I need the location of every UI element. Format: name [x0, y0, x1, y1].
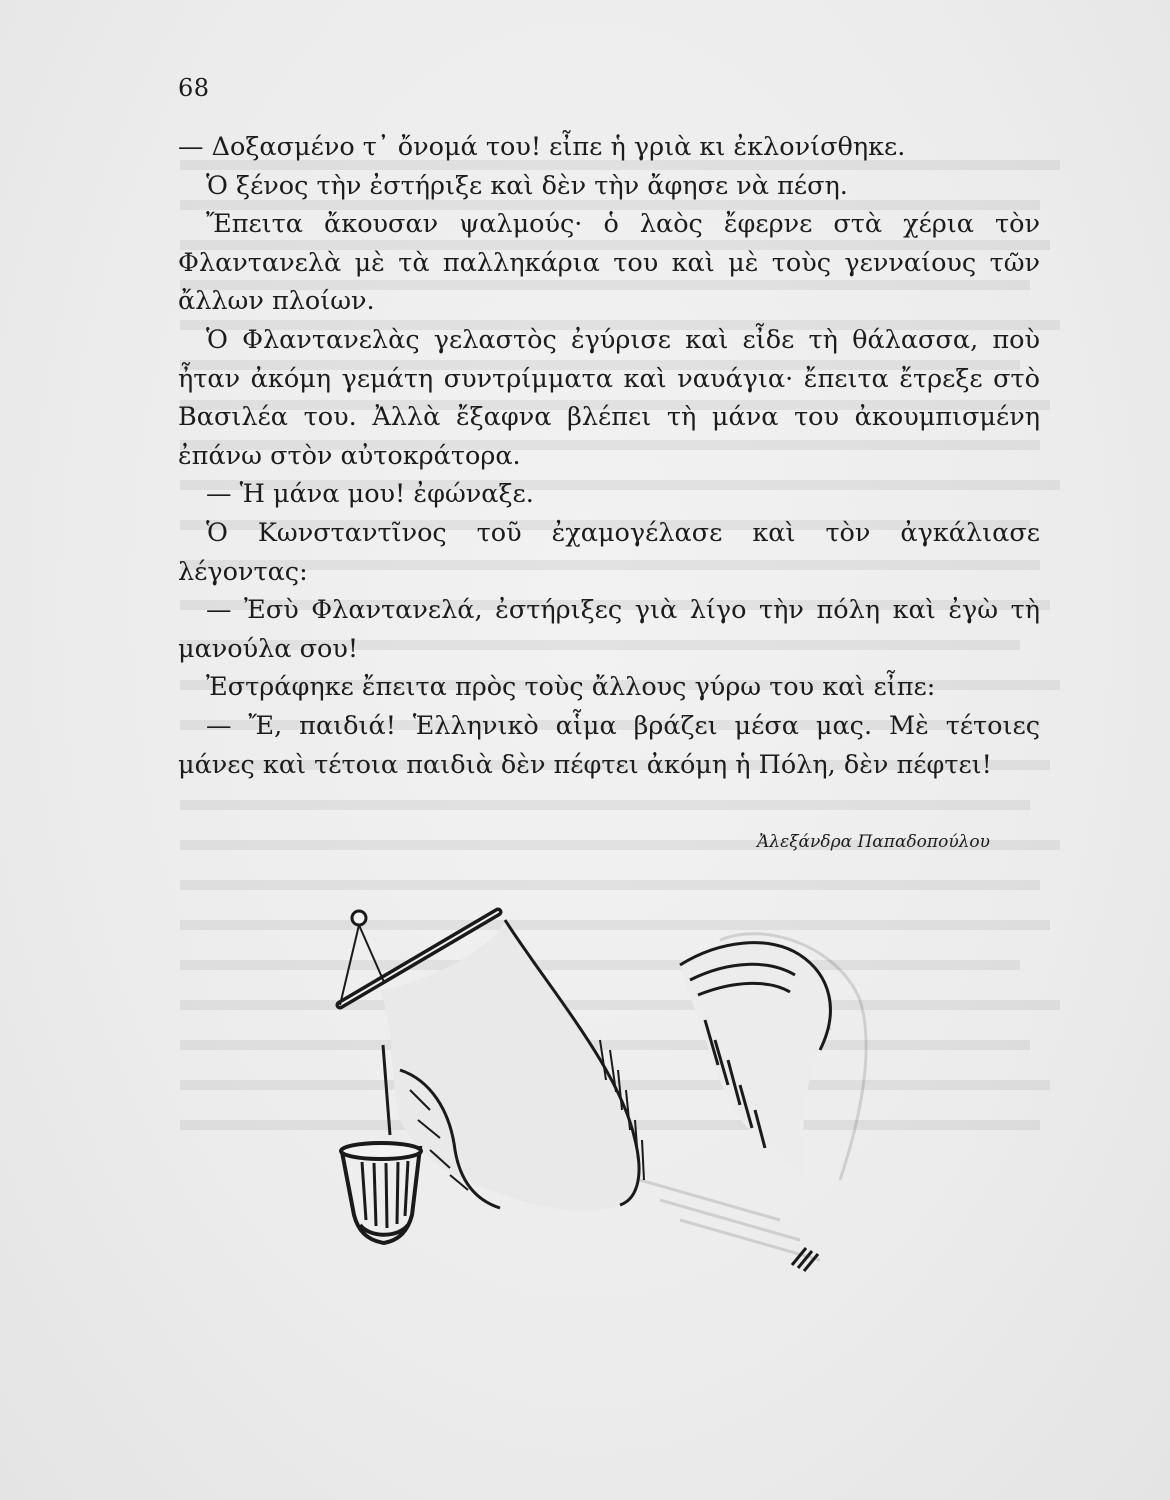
main-text	[178, 128, 1040, 784]
paragraph: Ὁ Φλαντανελὰς γελαστὸς ἐγύρισε καὶ εἶδε τὴ θάλασσα, ποὺ ἦταν ἀκόμη γεμάτη συντρίμματα καὶ ναυάγια· ἔπειτα ἔτρεξε στὸ Βασιλέα του. Ἀλλὰ ἔξαφνα βλέπει τὴ μάνα του ἀκουμπισμένη ἐπάνω στὸν αὐτοκράτορα.	[178, 324, 1040, 471]
paragraph: — Ἡ μάνα μου! ἐφώναξε.	[206, 479, 534, 510]
author-signature: Ἀλεξάνδρα Παπαδοπούλου	[757, 832, 990, 852]
paragraph: Ἐστράφηκε ἔπειτα πρὸς τοὺς ἄλλους γύρω του καὶ εἶπε:	[206, 672, 936, 703]
paragraph: Ἔπειτα ἄκουσαν ψαλμούς· ὁ λαὸς ἔφερνε στὰ χέρια τὸν Φλαντανελὰ μὲ τὰ παλληκάρια του καὶ μὲ τοὺς γενναίους τῶν ἄλλων πλοίων.	[178, 209, 1040, 317]
paragraph: Ὁ ξένος τὴν ἐστήριξε καὶ δὲν τὴν ἄφησε νὰ πέση.	[206, 170, 848, 201]
sail-and-lantern-illustration	[300, 880, 900, 1300]
paragraph: — Δοξασμένο τ᾿ ὄνομά του! εἶπε ἡ γριὰ κι ἐκλονίσθηκε.	[178, 132, 906, 162]
paragraph: — Ἐσὺ Φλαντανελά, ἐστήριξες γιὰ λίγο τὴν πόλη καὶ ἐγὼ τὴ μανούλα σου!	[178, 595, 1040, 664]
page-number: 68	[178, 74, 210, 102]
paragraph: — Ἔ, παιδιά! Ἑλληνικὸ αἷμα βράζει μέσα μας. Μὲ τέτοιες μάνες καὶ τέτοια παιδιὰ δὲν πέφτει ἀκόμη ἡ Πόλη, δὲν πέφτει!	[178, 710, 1040, 780]
flag-cloth	[680, 943, 830, 1271]
paragraph: Ὁ Κωνσταντῖνος τοῦ ἐχαμογέλασε καὶ τὸν ἀγκάλιασε λέγοντας:	[178, 517, 1040, 587]
